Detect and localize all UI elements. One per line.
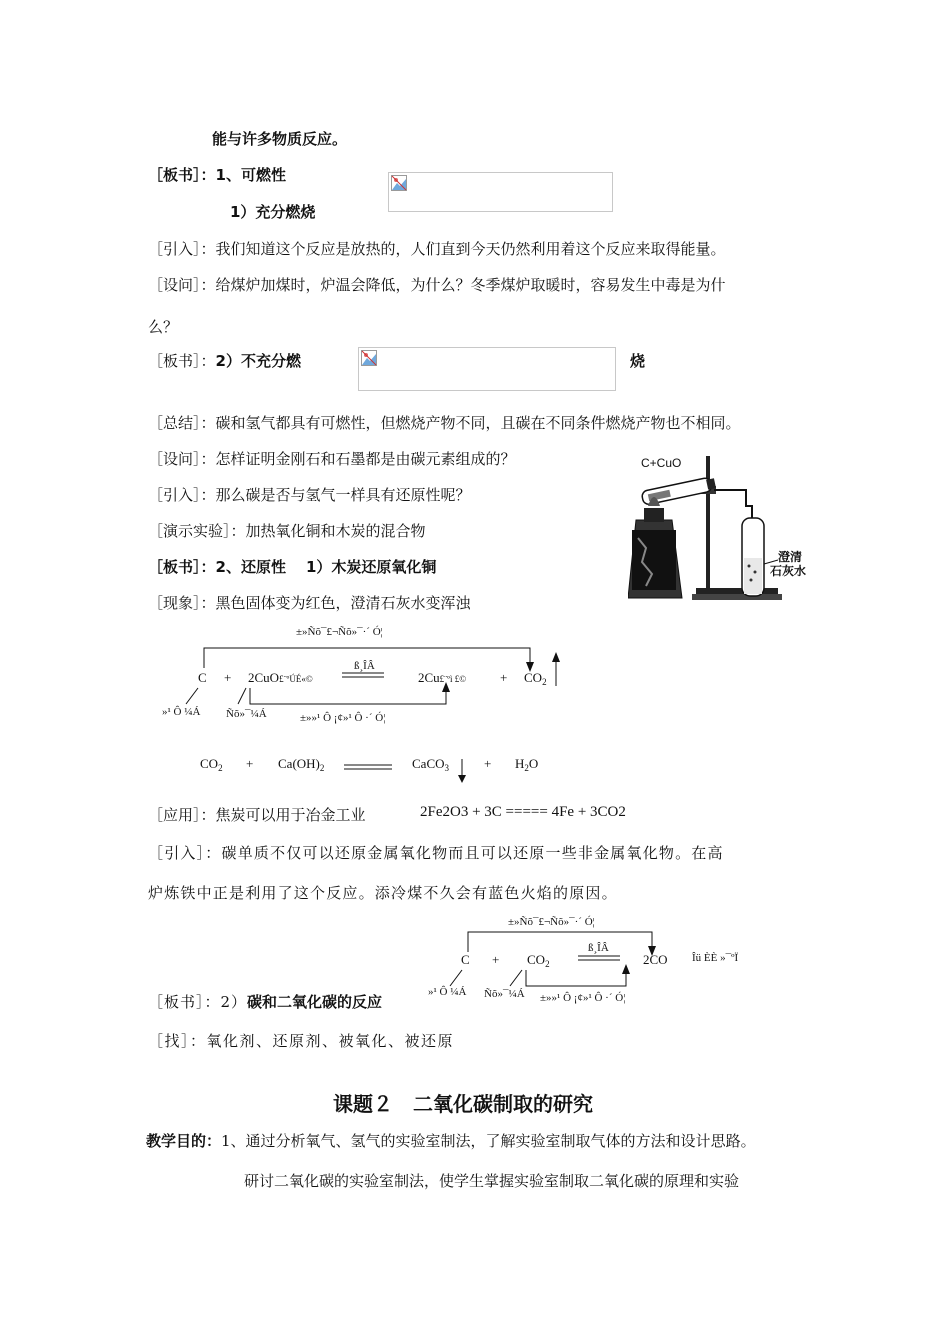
eq3-carbon: C [461, 952, 470, 967]
broken-image-icon [391, 175, 407, 191]
eq1-plus: + [224, 670, 232, 685]
text-line: ［现象］：黑色固体变为红色，澄清石灰水变浑浊 [148, 594, 471, 612]
board-subtext: 1）木炭还原氧化铜 [305, 558, 437, 576]
eq1-top-label: ±»Ñõ¯£¬Ñõ»¯·´ Ó¦ [296, 626, 383, 638]
eq2-h2o-h: H [515, 756, 525, 771]
board-text: 2、还原性 [215, 558, 286, 576]
eq2-plus: + [246, 756, 254, 771]
text-line: 么？ [148, 318, 179, 336]
eq1-cuo [248, 670, 313, 686]
eq1-cuo-formula: 2CuO [248, 670, 280, 685]
teaching-goal-line [146, 1130, 756, 1151]
eq2-co2-sub: 2 [218, 763, 223, 773]
board-tag: ［板书］： [148, 558, 216, 576]
label-limewater-1: 澄清 [778, 550, 803, 564]
eq1-cuo-note: £¨ºÚÉ«© [279, 674, 313, 684]
label-limewater-2: 石灰水 [770, 564, 807, 578]
eq3-condition: ß¸ÎÂ [588, 942, 609, 954]
text-line: ［引入］：碳单质不仅可以还原金属氧化物而且可以还原一些非金属氧化物。在高 [148, 844, 724, 862]
equation-2-marks [340, 755, 470, 785]
board-text: 碳和二氧化碳的反应 [247, 993, 383, 1011]
eq2-caco3-sub: 3 [444, 763, 449, 773]
eq1-cu [418, 670, 466, 686]
board-text: 2）不充分燃 [215, 352, 301, 370]
broken-image-placeholder [388, 172, 613, 212]
text-line: 能与许多物质反应。 [212, 130, 348, 148]
eq1-oxidizer-label: Ñõ»¯¼Á [226, 708, 267, 720]
eq1-co2 [524, 670, 547, 687]
eq2-h2o-sub: 2 [524, 763, 529, 773]
eq3-bottom-label: ±»»¹ Ô ¡¢»¹ Ô ·´ Ó¦ [540, 992, 626, 1004]
eq3-product: 2CO [643, 952, 668, 967]
board-line-incomplete [148, 350, 301, 371]
eq3-co2-formula: CO [527, 952, 546, 967]
eq3-top-label: ±»Ñõ¯£¬Ñõ»¯·´ Ó¦ [508, 916, 595, 928]
text-line: ［引入］：那么碳是否与氢气一样具有还原性呢？ [148, 486, 471, 504]
course-title: 课题２ 二氧化碳制取的研究 [333, 1092, 593, 1116]
board-tag: ［板书］： [148, 166, 216, 184]
eq2-caoh2 [278, 756, 324, 773]
eq2-co2 [200, 756, 223, 773]
eq2-plus-2: + [484, 756, 492, 771]
teaching-goal-line-2: 研讨二氧化碳的实验室制法，使学生掌握实验室制取二氧化碳的原理和实验 [244, 1172, 740, 1190]
label-mixture: C+CuO [641, 456, 682, 470]
goal-text: 1、通过分析氧气、氢气的实验室制法，了解实验室制取气体的方法和设计思路。 [221, 1132, 756, 1150]
eq2-caoh2-sub: 2 [319, 763, 325, 773]
text-fragment: 烧 [630, 352, 646, 370]
eq1-plus-2: + [500, 670, 508, 685]
text-line: ［找］：氧化剂、还原剂、被氧化、被还原 [148, 1032, 455, 1050]
eq1-bottom-label: ±»»¹ Ô ¡¢»¹ Ô ·´ Ó¦ [300, 712, 386, 724]
board-line-co2-reaction [148, 991, 382, 1012]
eq1-co2-sub: 2 [542, 677, 547, 687]
eq3-side-label: Îü ÈÈ »¯ºÏ [692, 952, 739, 964]
eq1-cu-formula: 2Cu [418, 670, 440, 685]
text-line: ［设问］：给煤炉加煤时，炉温会降低，为什么？冬季煤炉取暖时，容易发生中毒是为什 [148, 276, 726, 294]
application-line: ［应用］：焦炭可以用于冶金工业 [148, 806, 366, 824]
application-equation: 2Fe2O3 + 3C ===== 4Fe + 3CO2 [420, 804, 626, 820]
eq3-co2 [527, 952, 550, 969]
apparatus-illustration [628, 448, 808, 608]
eq2-caoh2-formula: Ca(OH) [278, 756, 320, 771]
text-line: ［总结］：碳和氢气都具有可燃性，但燃烧产物不同，且碳在不同条件燃烧产物也不相同。 [148, 414, 741, 432]
eq2-caco3-formula: CaCO [412, 756, 445, 771]
eq3-reducer-label: »¹ Ô ¼Á [428, 986, 467, 998]
eq2-h2o-o: O [528, 756, 539, 771]
text-line: ［演示实验］：加热氧化铜和木炭的混合物 [148, 522, 426, 540]
eq1-condition: ß¸ÎÂ [354, 660, 375, 672]
text-line: ［引入］：我们知道这个反应是放热的，人们直到今天仍然利用着这个反应来取得能量。 [148, 240, 726, 258]
eq3-co2-sub: 2 [545, 959, 550, 969]
broken-image-icon [361, 350, 377, 366]
eq2-h2o [515, 756, 538, 773]
broken-image-placeholder [358, 347, 616, 391]
eq3-plus: + [492, 952, 500, 967]
eq1-co2-formula: CO [524, 670, 543, 685]
goal-tag: 教学目的： [146, 1132, 222, 1150]
text-line: 炉炼铁中正是利用了这个反应。添冷煤不久会有蓝色火焰的原因。 [148, 884, 618, 902]
board-text: 1、可燃性 [215, 166, 286, 184]
eq3-oxidizer-label: Ñõ»¯¼Á [484, 988, 525, 1000]
eq2-co2-formula: CO [200, 756, 219, 771]
board-tag: ［板书］： [148, 352, 216, 370]
eq1-carbon: C [198, 670, 207, 685]
text-line: ［设问］：怎样证明金刚石和石墨都是由碳元素组成的？ [148, 450, 516, 468]
board-tag: ［板书］：2） [148, 993, 248, 1011]
board-line-reduction [148, 556, 436, 577]
eq1-reducer-label: »¹ Ô ¼Á [162, 706, 201, 718]
text-line: 1）充分燃烧 [230, 203, 316, 221]
eq1-cu-note: £¨ºì £© [439, 674, 467, 684]
board-line-combustibility [148, 164, 286, 185]
